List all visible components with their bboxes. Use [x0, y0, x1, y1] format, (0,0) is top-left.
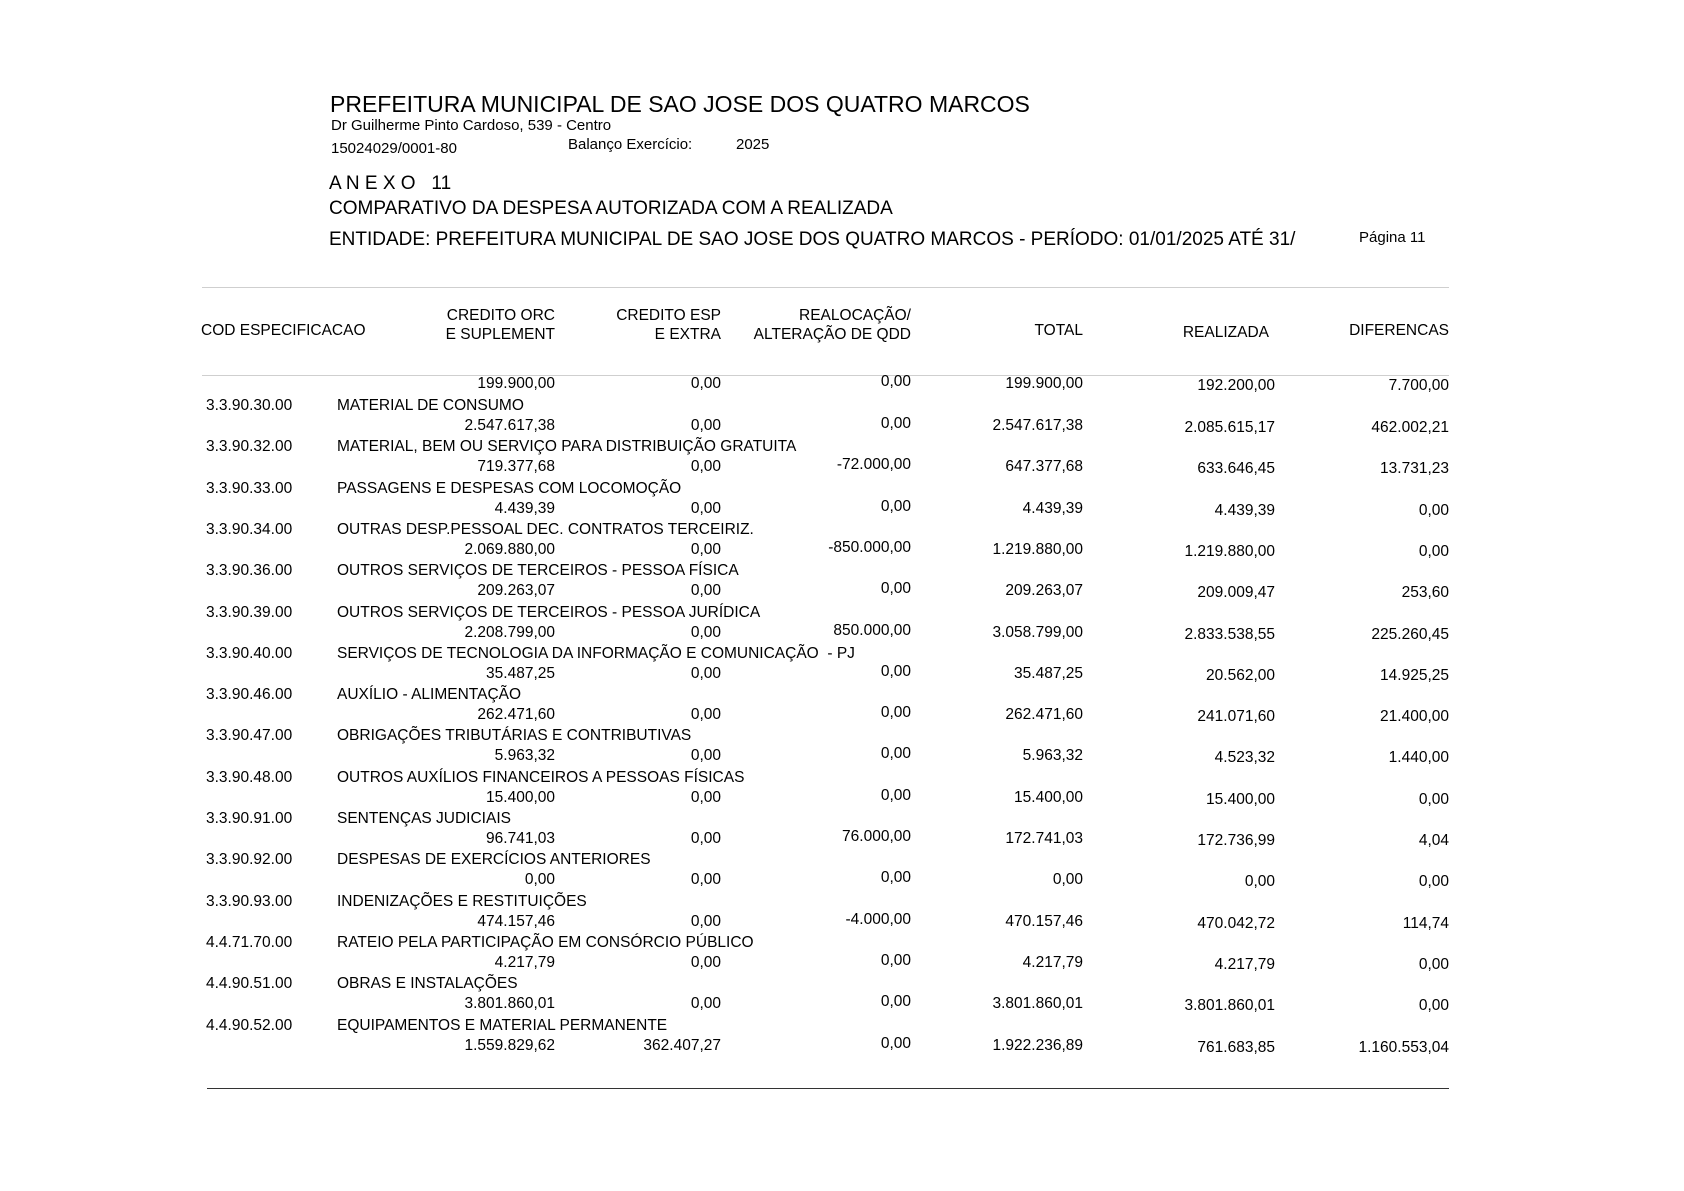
value-credito-orc: 474.157,46	[477, 912, 555, 930]
value-total: 0,00	[1052, 871, 1083, 889]
value-realizada: 209.009,47	[1197, 584, 1275, 602]
value-diferencas: 7.700,00	[1388, 377, 1449, 394]
value-realizada: 2.833.538,55	[1184, 625, 1275, 643]
entity-line: ENTIDADE: PREFEITURA MUNICIPAL DE SAO JOSE DOS QUATRO MARCOS - PERÍODO: 01/01/2025 ATÉ 31/	[329, 229, 1296, 250]
row-description: DESPESAS DE EXERCÍCIOS ANTERIORES	[337, 851, 651, 869]
value-realocacao: 0,00	[880, 704, 911, 722]
value-credito-esp: 0,00	[690, 871, 721, 889]
value-realizada: 4.217,79	[1214, 955, 1275, 973]
value-realocacao: -850.000,00	[828, 538, 911, 556]
table-bottom-rule	[207, 1088, 1449, 1089]
value-total: 1.219.880,00	[992, 540, 1083, 558]
value-realizada: 4.439,39	[1214, 501, 1275, 519]
value-realizada: 4.523,32	[1214, 749, 1275, 767]
row-code: 3.3.90.91.00	[206, 810, 293, 827]
row-description: SENTENÇAS JUDICIAIS	[337, 810, 511, 827]
row-description: OUTROS SERVIÇOS DE TERCEIROS - PESSOA JURÍDICA	[337, 603, 761, 621]
col-credito-orc	[420, 306, 555, 344]
value-diferencas: 1.160.553,04	[1358, 1038, 1449, 1056]
row-code: 3.3.90.30.00	[206, 397, 293, 414]
row-description: MATERIAL DE CONSUMO	[337, 397, 524, 414]
row-code: 4.4.90.52.00	[206, 1016, 293, 1034]
value-credito-esp: 0,00	[690, 458, 721, 476]
row-code: 3.3.90.32.00	[206, 438, 293, 456]
col-realocacao	[730, 306, 911, 344]
value-realocacao: 0,00	[880, 415, 911, 432]
value-realizada: 633.646,45	[1197, 460, 1275, 478]
value-total: 35.487,25	[1014, 664, 1083, 682]
value-realocacao: 0,00	[880, 745, 911, 763]
value-credito-esp: 0,00	[690, 788, 721, 806]
row-description: OUTRAS DESP.PESSOAL DEC. CONTRATOS TERCEIRIZ.	[337, 520, 754, 538]
value-diferencas: 0,00	[1418, 997, 1449, 1015]
row-code: 3.3.90.46.00	[206, 686, 293, 704]
value-realizada: 2.085.615,17	[1184, 419, 1275, 436]
value-credito-orc: 2.208.799,00	[464, 623, 555, 641]
row-description: OUTROS SERVIÇOS DE TERCEIROS - PESSOA FÍSICA	[337, 562, 739, 580]
value-diferencas: 0,00	[1418, 501, 1449, 519]
value-realizada: 470.042,72	[1197, 914, 1275, 932]
value-diferencas: 0,00	[1418, 873, 1449, 891]
row-description: INDENIZAÇÕES E RESTITUIÇÕES	[337, 892, 587, 910]
value-credito-orc: 209.263,07	[477, 582, 555, 600]
value-credito-orc: 2.069.880,00	[464, 540, 555, 558]
row-description: SERVIÇOS DE TECNOLOGIA DA INFORMAÇÃO E COMUNICAÇÃO - PJ	[337, 644, 855, 662]
value-total: 4.439,39	[1022, 499, 1083, 517]
value-realizada: 3.801.860,01	[1184, 997, 1275, 1015]
value-credito-esp: 362.407,27	[643, 1036, 721, 1054]
value-diferencas: 14.925,25	[1380, 666, 1449, 684]
value-credito-esp: 0,00	[690, 623, 721, 641]
value-credito-orc: 719.377,68	[477, 458, 555, 476]
col-credito-orc-line1: CREDITO ORC	[446, 307, 555, 324]
value-realizada: 761.683,85	[1197, 1038, 1275, 1056]
value-total: 209.263,07	[1005, 582, 1083, 600]
value-realizada: 0,00	[1244, 873, 1275, 891]
row-description: OBRAS E INSTALAÇÕES	[337, 975, 518, 993]
value-credito-esp: 0,00	[690, 417, 721, 434]
value-realizada: 241.071,60	[1197, 708, 1275, 726]
value-realizada: 192.200,00	[1197, 377, 1275, 394]
value-total: 172.741,03	[1005, 830, 1083, 847]
org-address: Dr Guilherme Pinto Cardoso, 539 - Centro	[331, 117, 612, 134]
col-realocacao-line2: ALTERAÇÃO DE QDD	[753, 326, 911, 343]
value-total: 262.471,60	[1005, 706, 1083, 724]
value-total: 3.058.799,00	[992, 623, 1083, 641]
value-credito-orc: 2.547.617,38	[464, 417, 555, 434]
value-realocacao: 0,00	[880, 951, 911, 969]
org-cnpj: 15024029/0001-80	[331, 140, 457, 157]
row-code: 4.4.71.70.00	[206, 933, 293, 951]
value-credito-orc: 1.559.829,62	[464, 1036, 555, 1054]
value-total: 647.377,68	[1005, 458, 1083, 476]
value-diferencas: 13.731,23	[1380, 460, 1449, 478]
value-credito-esp: 0,00	[690, 747, 721, 765]
value-credito-orc: 5.963,32	[494, 747, 555, 765]
value-credito-orc: 35.487,25	[486, 664, 555, 682]
row-code: 4.4.90.51.00	[206, 975, 293, 993]
value-credito-orc: 0,00	[524, 871, 555, 889]
row-description: MATERIAL, BEM OU SERVIÇO PARA DISTRIBUIÇÃO GRATUITA	[337, 438, 797, 456]
row-code: 3.3.90.33.00	[206, 479, 293, 497]
col-credito-esp-line2: E EXTRA	[654, 326, 721, 343]
col-total: TOTAL	[1034, 322, 1083, 339]
value-realocacao: 850.000,00	[833, 621, 911, 639]
value-realocacao: 0,00	[880, 373, 911, 390]
value-diferencas: 0,00	[1418, 790, 1449, 808]
row-description: OBRIGAÇÕES TRIBUTÁRIAS E CONTRIBUTIVAS	[337, 727, 692, 745]
row-code: 3.3.90.93.00	[206, 892, 293, 910]
row-description: PASSAGENS E DESPESAS COM LOCOMOÇÃO	[337, 479, 682, 497]
row-code: 3.3.90.36.00	[206, 562, 293, 580]
value-realizada: 15.400,00	[1206, 790, 1275, 808]
value-realocacao: 0,00	[880, 580, 911, 598]
value-credito-esp: 0,00	[690, 830, 721, 847]
row-code: 3.3.90.40.00	[206, 644, 293, 662]
balanco-year: 2025	[736, 136, 770, 153]
col-cod-especificacao: COD ESPECIFICACAO	[201, 322, 366, 339]
row-description: RATEIO PELA PARTICIPAÇÃO EM CONSÓRCIO PÚBLICO	[337, 933, 754, 951]
row-description: OUTROS AUXÍLIOS FINANCEIROS A PESSOAS FÍSICAS	[337, 768, 745, 786]
col-credito-orc-line2: E SUPLEMENT	[445, 326, 555, 343]
value-realocacao: -72.000,00	[836, 456, 911, 474]
value-diferencas: 4,04	[1418, 832, 1449, 849]
value-total: 15.400,00	[1014, 788, 1083, 806]
balanco-label: Balanço Exercício:	[568, 136, 693, 153]
value-diferencas: 0,00	[1418, 542, 1449, 560]
value-total: 199.900,00	[1005, 375, 1083, 392]
row-description: AUXÍLIO - ALIMENTAÇÃO	[337, 686, 522, 704]
report-title: COMPARATIVO DA DESPESA AUTORIZADA COM A REALIZADA	[329, 198, 893, 219]
row-code: 3.3.90.48.00	[206, 768, 293, 786]
value-realocacao: 0,00	[880, 993, 911, 1011]
value-diferencas: 253,60	[1401, 584, 1449, 602]
value-total: 1.922.236,89	[992, 1036, 1083, 1054]
row-code: 3.3.90.47.00	[206, 727, 293, 745]
value-credito-orc: 262.471,60	[477, 706, 555, 724]
value-realocacao: 0,00	[880, 1034, 911, 1052]
value-total: 4.217,79	[1022, 953, 1083, 971]
value-credito-esp: 0,00	[690, 664, 721, 682]
value-diferencas: 114,74	[1402, 914, 1449, 932]
value-diferencas: 1.440,00	[1388, 749, 1449, 767]
value-diferencas: 0,00	[1418, 955, 1449, 973]
value-credito-esp: 0,00	[690, 582, 721, 600]
header-top-rule	[202, 287, 1449, 288]
row-code: 3.3.90.34.00	[206, 520, 293, 538]
page-number: Página 11	[1359, 229, 1426, 246]
value-credito-esp: 0,00	[690, 540, 721, 558]
value-total: 5.963,32	[1022, 747, 1083, 765]
value-credito-orc: 4.217,79	[494, 953, 555, 971]
value-credito-orc: 4.439,39	[494, 499, 555, 517]
col-diferencas: DIFERENCAS	[1349, 322, 1449, 339]
value-credito-esp: 0,00	[690, 912, 721, 930]
value-credito-orc: 15.400,00	[486, 788, 555, 806]
col-credito-esp-line1: CREDITO ESP	[616, 307, 721, 324]
value-realizada: 172.736,99	[1197, 832, 1275, 849]
value-realocacao: 0,00	[880, 869, 911, 887]
value-diferencas: 225.260,45	[1371, 625, 1449, 643]
value-realizada: 1.219.880,00	[1184, 542, 1275, 560]
annex-title: A N E X O 11	[329, 173, 452, 194]
value-total: 2.547.617,38	[992, 417, 1083, 434]
row-code: 3.3.90.92.00	[206, 851, 293, 869]
value-realocacao: 0,00	[880, 786, 911, 804]
col-realocacao-line1: REALOCAÇÃO/	[799, 307, 911, 324]
value-credito-orc: 96.741,03	[486, 830, 555, 847]
value-credito-esp: 0,00	[690, 995, 721, 1013]
row-description: EQUIPAMENTOS E MATERIAL PERMANENTE	[337, 1016, 668, 1034]
row-code: 3.3.90.39.00	[206, 603, 293, 621]
value-realocacao: 76.000,00	[842, 828, 911, 845]
value-credito-orc: 199.900,00	[477, 375, 555, 392]
value-credito-esp: 0,00	[690, 499, 721, 517]
value-realocacao: -4.000,00	[845, 910, 911, 928]
col-realizada: REALIZADA	[1182, 324, 1269, 341]
value-total: 3.801.860,01	[992, 995, 1083, 1013]
value-credito-esp: 0,00	[690, 706, 721, 724]
value-realizada: 20.562,00	[1206, 666, 1275, 684]
value-realocacao: 0,00	[880, 497, 911, 515]
value-credito-orc: 3.801.860,01	[464, 995, 555, 1013]
value-credito-esp: 0,00	[690, 375, 721, 392]
value-diferencas: 462.002,21	[1371, 419, 1449, 436]
value-realocacao: 0,00	[880, 662, 911, 680]
col-credito-esp	[590, 306, 721, 344]
value-credito-esp: 0,00	[690, 953, 721, 971]
org-name: PREFEITURA MUNICIPAL DE SAO JOSE DOS QUATRO MARCOS	[330, 91, 1030, 117]
value-diferencas: 21.400,00	[1380, 708, 1449, 726]
value-total: 470.157,46	[1005, 912, 1083, 930]
